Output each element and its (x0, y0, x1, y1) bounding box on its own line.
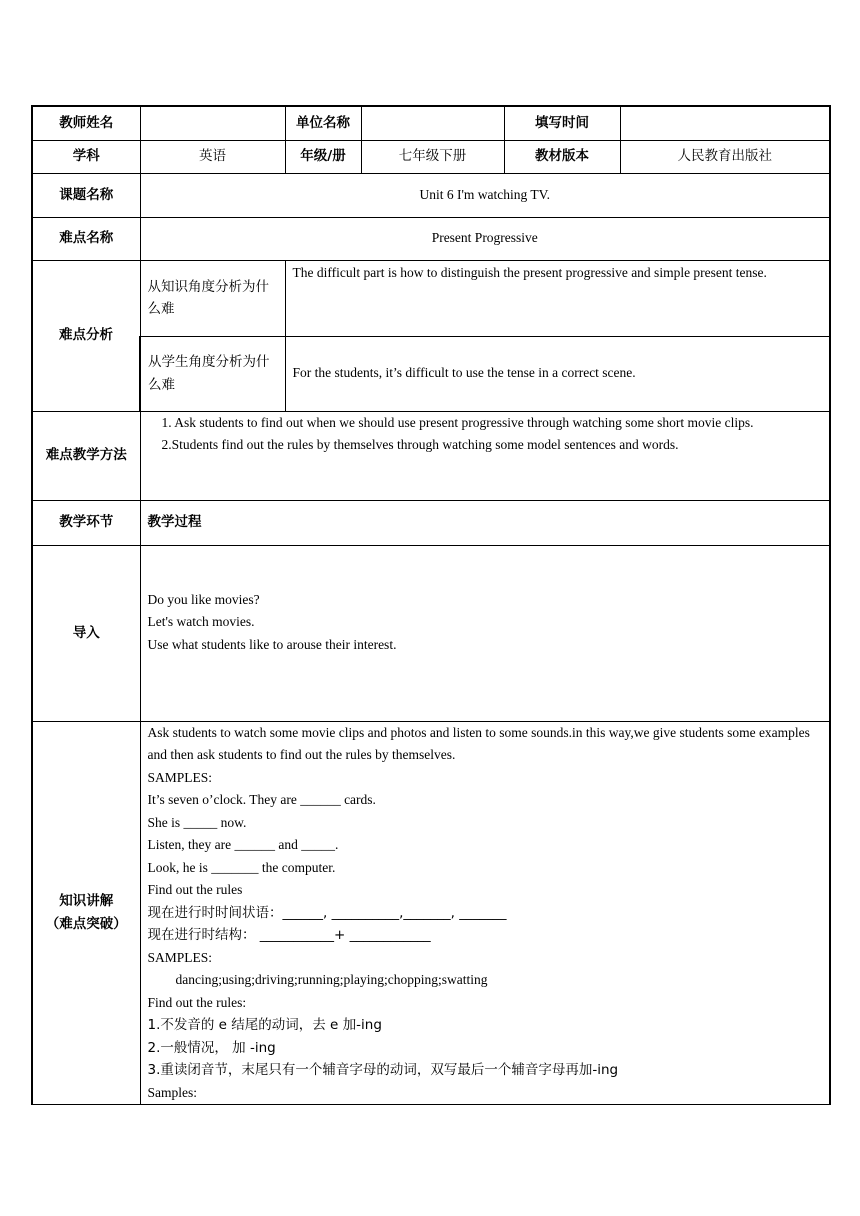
sample-sentence: Listen, they are ______ and _____. (147, 837, 339, 852)
subject-value: 英语 (140, 140, 285, 173)
samples-2-words: dancing;using;driving;running;playing;chopping;swatting (175, 972, 488, 987)
sample-sentence: She is _____ now. (147, 814, 247, 830)
edition-label: 教材版本 (504, 140, 620, 173)
process-title: 教学过程 (140, 500, 830, 545)
subject-info-row (32, 140, 830, 173)
lesson-plan-table (31, 105, 831, 1105)
samples-2-title: SAMPLES: (147, 949, 213, 965)
grade-label: 年级/册 (285, 140, 361, 173)
subject-label: 学科 (32, 140, 140, 173)
analysis-student-row (32, 336, 830, 411)
rule-time-adverbials: 现在进行时时间状语：______, __________,_______, _______ (147, 904, 507, 921)
knowledge-label-line-2: （难点突破） (45, 915, 127, 932)
knowledge-intro: Ask students to watch some movie clips and photos and listen to some sounds.in this way,we give students some examples and then ask students to find out the rules by themselves. (147, 724, 810, 762)
sample-sentence: Look, he is _______ the computer. (147, 859, 336, 875)
difficulty-label: 难点名称 (32, 217, 140, 260)
intro-line-1: Do you like movies? (147, 591, 260, 607)
teacher-name-label: 教师姓名 (32, 106, 140, 140)
intro-row (32, 545, 830, 721)
knowledge-angle-label: 从知识角度分析为什么难 (140, 260, 285, 336)
difficulty-value: Present Progressive (140, 217, 830, 260)
topic-row (32, 173, 830, 217)
knowledge-content (140, 721, 830, 1105)
knowledge-angle-text: The difficult part is how to distinguish the present progressive and simple present tense. (285, 260, 830, 336)
fill-date-value (620, 106, 830, 140)
unit-name-value (361, 106, 504, 140)
samples-1-title: SAMPLES: (147, 769, 213, 785)
unit-name-label: 单位名称 (285, 106, 361, 140)
rule-structure: 现在进行时结构： ___________+ ____________ (147, 927, 431, 943)
analysis-label: 难点分析 (32, 260, 140, 411)
grade-value: 七年级下册 (361, 140, 504, 173)
rule-item-2: 2.一般情况， 加 -ing (147, 1039, 276, 1056)
samples-3-title: Samples: (147, 1084, 197, 1100)
intro-label: 导入 (32, 545, 140, 721)
edition-value: 人民教育出版社 (620, 140, 830, 173)
rule-item-3: 3.重读闭音节，末尾只有一个辅音字母的动词，双写最后一个辅音字母再加-ing (147, 1062, 619, 1078)
rules-2-title: Find out the rules: (147, 994, 247, 1010)
rule-item-1: 1.不发音的 e 结尾的动词，去 e 加-ing (147, 1017, 382, 1033)
intro-content (140, 545, 830, 721)
student-angle-text: For the students, it’s difficult to use the tense in a correct scene. (285, 336, 830, 411)
difficulty-row (32, 217, 830, 260)
sample-sentence: It’s seven o’clock. They are ______ cards. (147, 792, 376, 807)
topic-label: 课题名称 (32, 173, 140, 217)
student-angle-label: 从学生角度分析为什么难 (140, 336, 285, 411)
fill-date-label: 填写时间 (504, 106, 620, 140)
method-label: 难点教学方法 (32, 411, 140, 500)
teacher-name-value (140, 106, 285, 140)
method-row (32, 411, 830, 500)
process-header-row (32, 500, 830, 545)
topic-value: Unit 6 I'm watching TV. (140, 173, 830, 217)
knowledge-label (32, 721, 140, 1105)
analysis-knowledge-row (32, 260, 830, 336)
intro-line-3: Use what students like to arouse their interest. (147, 636, 397, 652)
process-stage-label: 教学环节 (32, 500, 140, 545)
method-item-2: 2.Students find out the rules by themselves through watching some model sentences and words. (161, 437, 679, 452)
knowledge-row (32, 721, 830, 1105)
knowledge-label-line-1: 知识讲解 (59, 893, 114, 910)
teacher-info-row (32, 106, 830, 140)
rules-1-title: Find out the rules (147, 882, 243, 897)
intro-line-2: Let's watch movies. (147, 614, 255, 629)
method-content (140, 411, 830, 500)
method-item-1: 1. Ask students to find out when we should use present progressive through watching some short movie clips. (161, 414, 754, 430)
